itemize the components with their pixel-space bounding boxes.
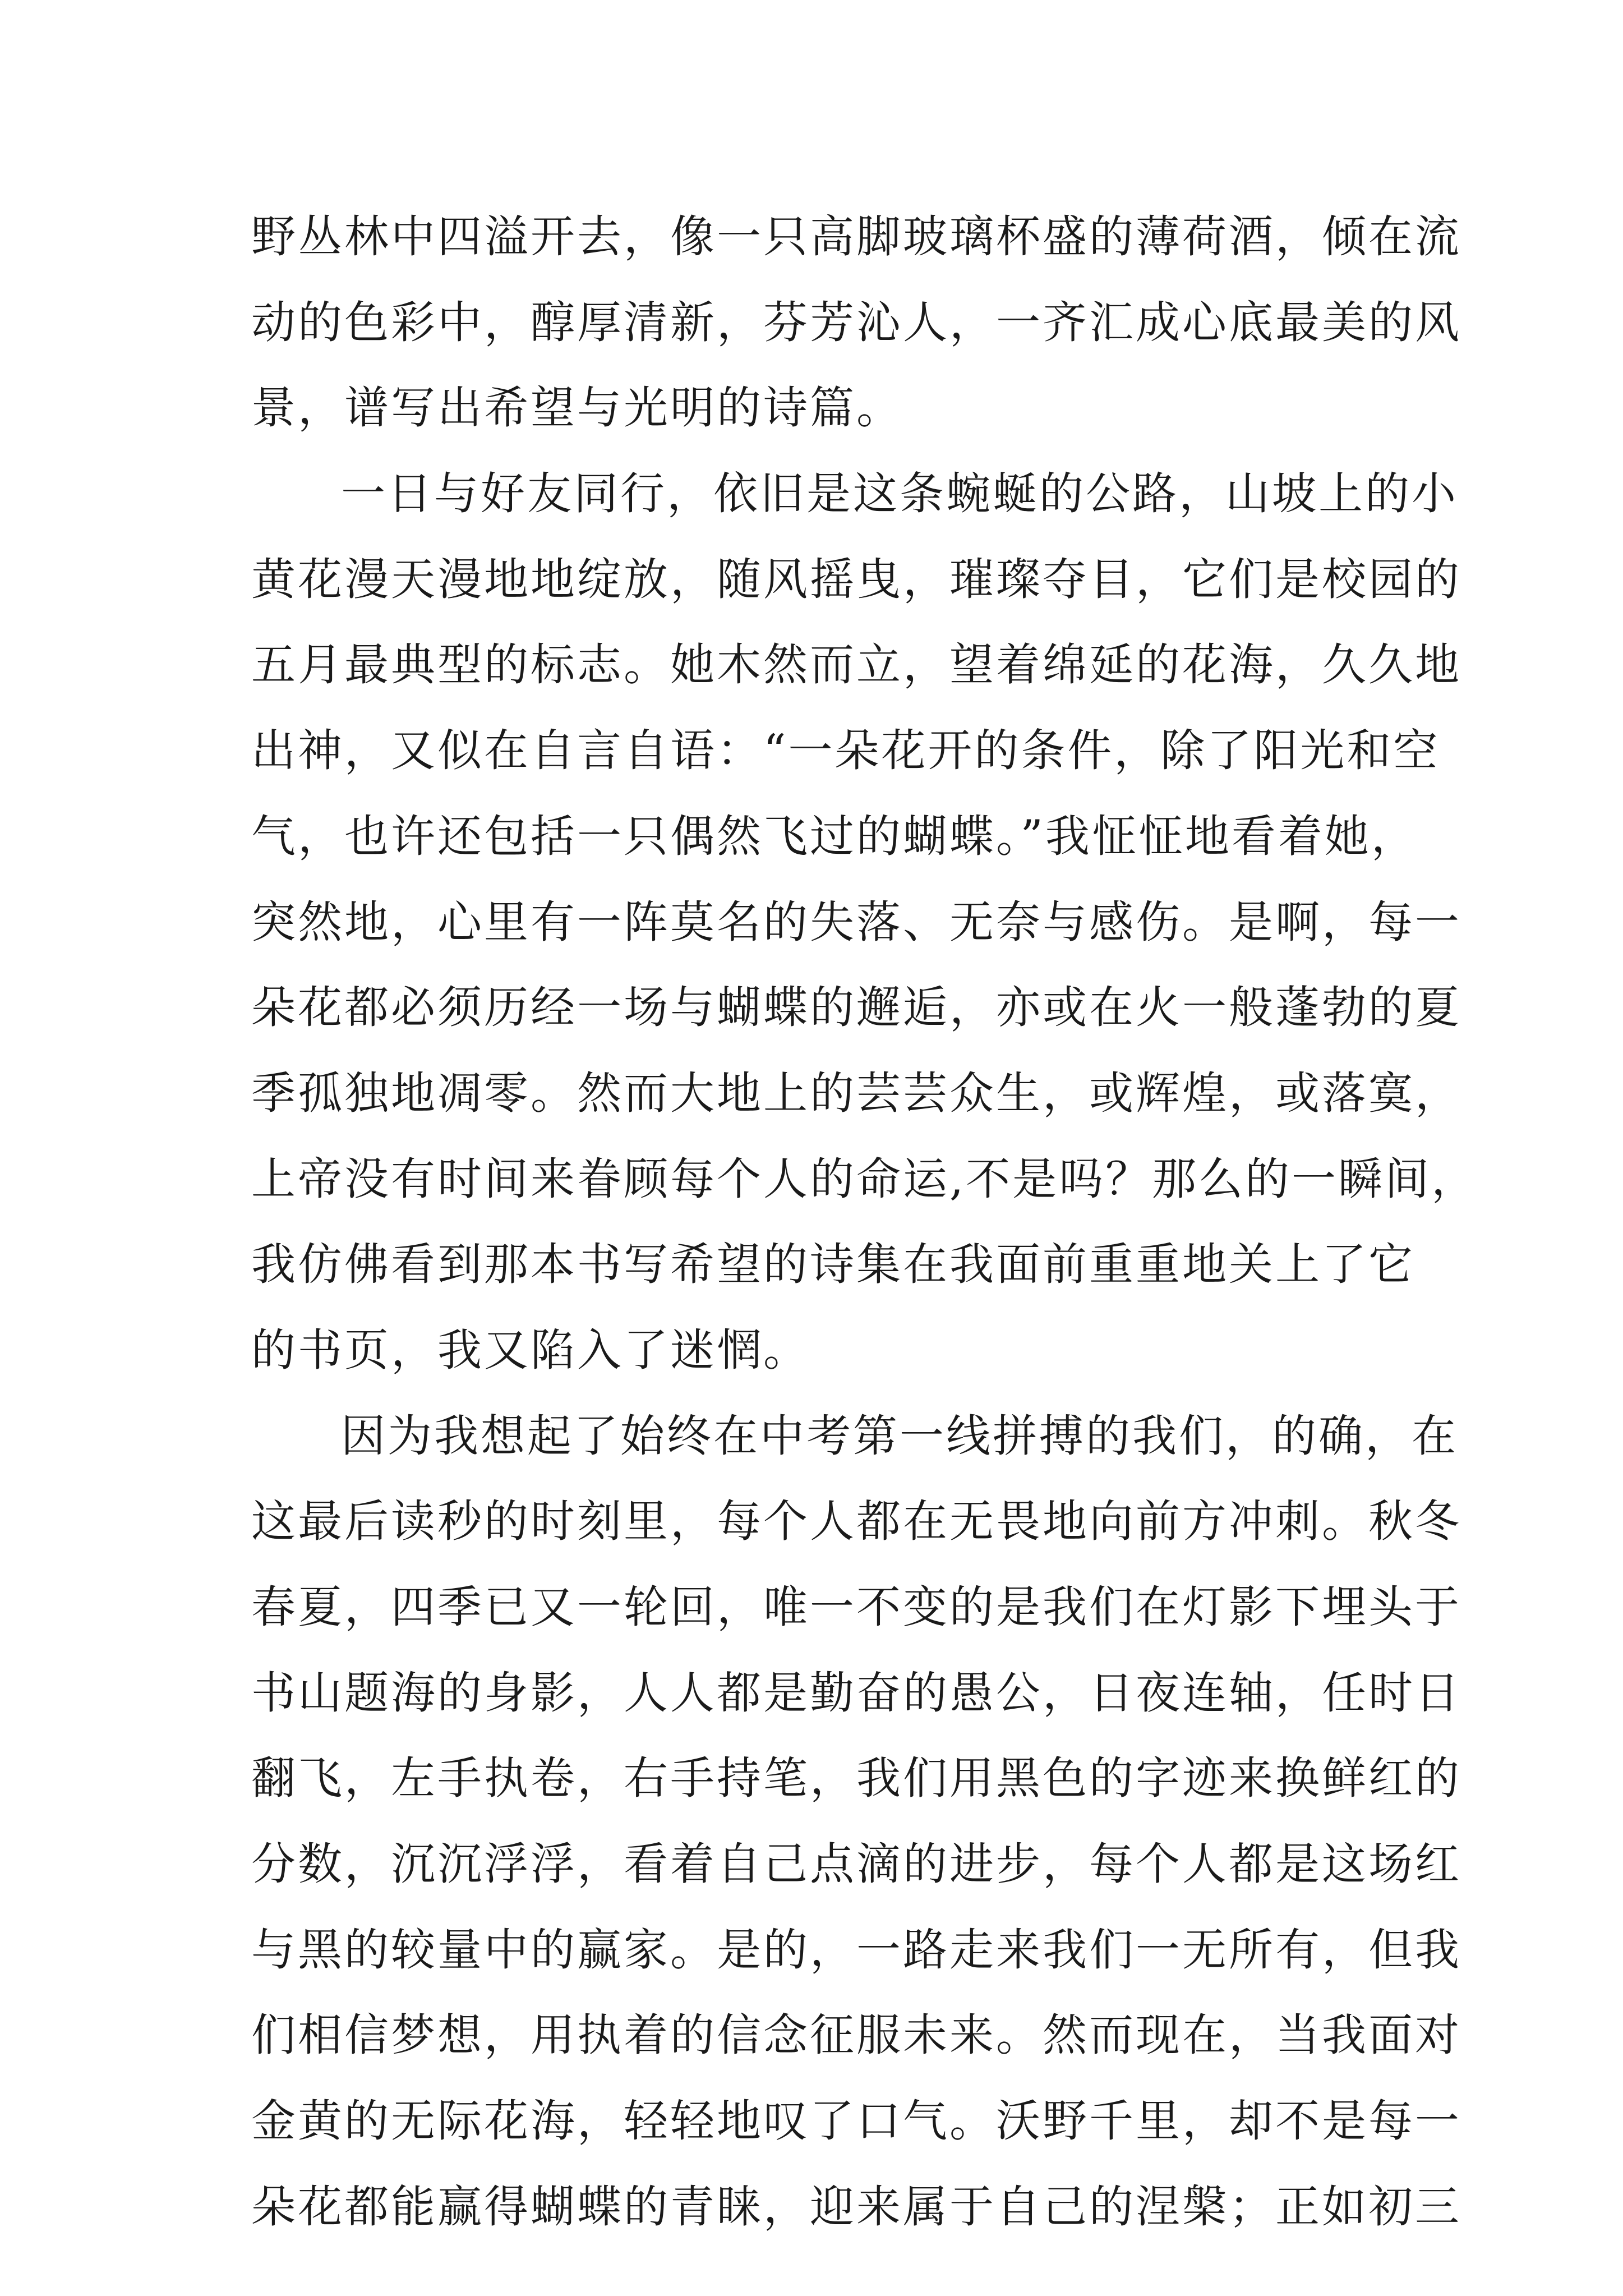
text-line: 五月最典型的标志。她木然而立，望着绵延的花海，久久地 [251,639,1461,691]
text-line: 金黄的无际花海，轻轻地叹了口气。沃野千里，却不是每一 [251,2095,1461,2147]
text-line: 黄花漫天漫地地绽放，随风摇曳，璀璨夺目，它们是校园的 [251,553,1461,605]
text-line: 出神，又似在自言自语：“一朵花开的条件，除了阳光和空 [251,725,1440,777]
body-text [251,209,1478,2265]
text-line: 朵花都必须历经一场与蝴蝶的邂逅，亦或在火一般蓬勃的夏 [251,982,1461,1034]
text-line: 的书页，我又陷入了迷惘。 [251,1324,810,1376]
text-line: 野丛林中四溢开去，像一只高脚玻璃杯盛的薄荷酒，倾在流 [251,211,1461,263]
text-line: 季孤独地凋零。然而大地上的芸芸众生，或辉煌，或落寞， [251,1067,1461,1119]
text-line: 书山题海的身影，人人都是勤奋的愚公，日夜连轴，任时日 [251,1667,1461,1719]
text-line: 春夏，四季已又一轮回，唯一不变的是我们在灯影下埋头于 [251,1581,1461,1633]
text-line: 景，谱写出希望与光明的诗篇。 [251,382,903,434]
text-line: 突然地，心里有一阵莫名的失落、无奈与感伤。是啊，每一 [251,896,1461,948]
text-line: 们相信梦想，用执着的信念征服未来。然而现在，当我面对 [251,2009,1461,2062]
text-line: 气，也许还包括一只偶然飞过的蝴蝶。”我怔怔地看着她， [251,810,1418,862]
text-line: 朵花都能赢得蝴蝶的青睐，迎来属于自己的涅槃；正如初三 [251,2180,1461,2233]
text-line: 翻飞，左手执卷，右手持笔，我们用黑色的字迹来换鲜红的 [251,1752,1461,1805]
text-line: 分数，沉沉浮浮，看着自己点滴的进步，每个人都是这场红 [251,1838,1461,1890]
text-line: 我仿佛看到那本书写希望的诗集在我面前重重地关上了它 [251,1239,1415,1291]
text-line: 这最后读秒的时刻里，每个人都在无畏地向前方冲刺。秋冬 [251,1496,1461,1548]
paragraph-first-line: 因为我想起了始终在中考第一线拼搏的我们，的确，在 [341,1410,1458,1462]
text-line: 上帝没有时间来眷顾每个人的命运,不是吗？那么的一瞬间， [251,1153,1478,1205]
text-line: 动的色彩中，醇厚清新，芬芳沁人，一齐汇成心底最美的风 [251,296,1461,348]
text-line: 与黑的较量中的赢家。是的，一路走来我们一无所有，但我 [251,1924,1461,1976]
paragraph-first-line: 一日与好友同行，依旧是这条蜿蜒的公路，山坡上的小 [341,468,1458,520]
